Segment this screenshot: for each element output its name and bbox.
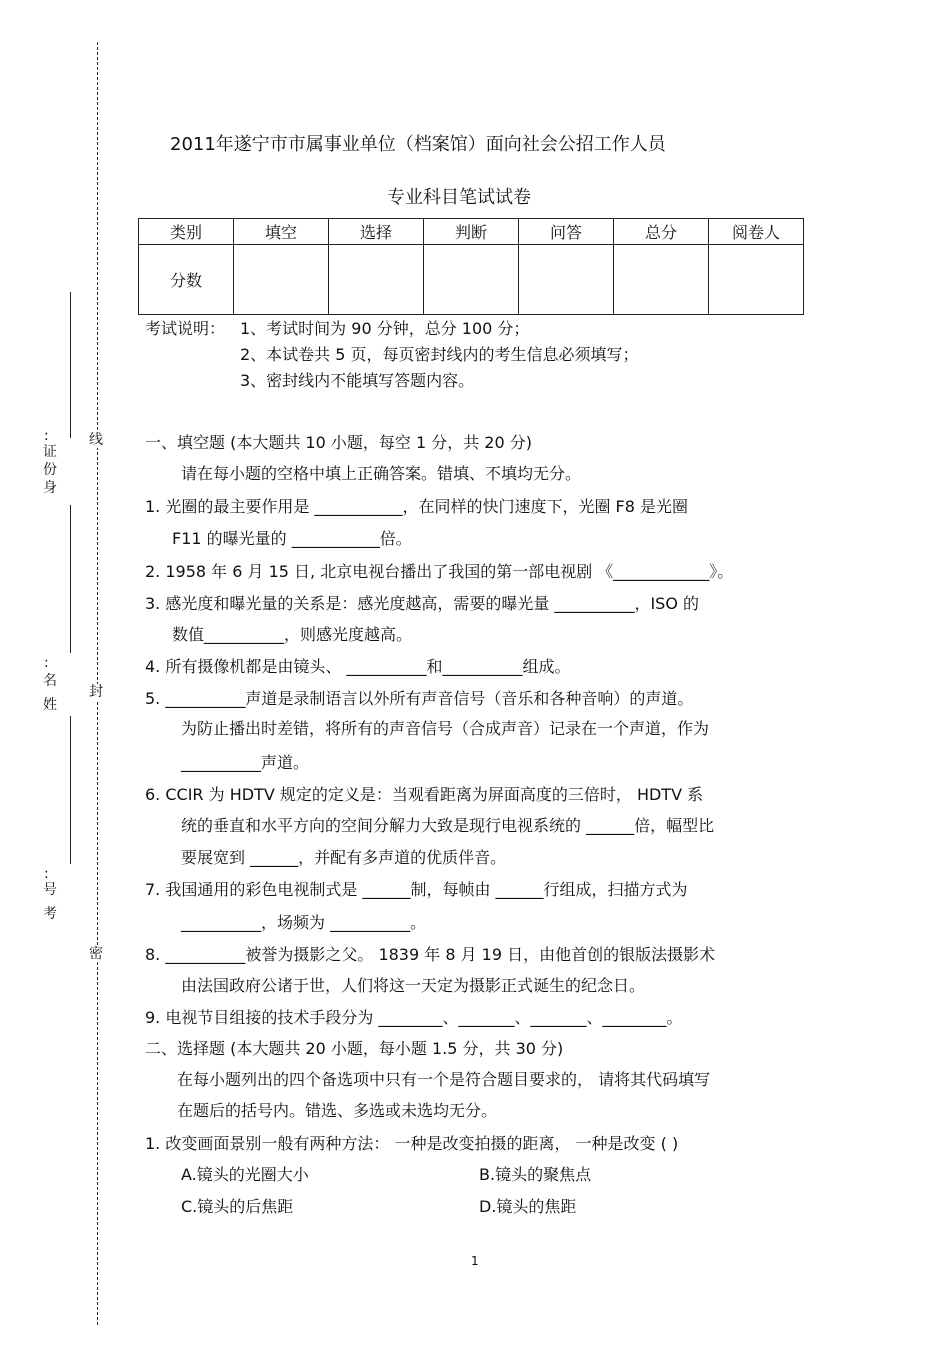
seal-char-line: 线 — [89, 432, 103, 448]
score-header-category: 类别 — [139, 219, 234, 245]
seal-char-seal: 封 — [89, 684, 103, 700]
score-header-qa: 问答 — [519, 219, 614, 245]
instruction-item-3: 3、密封线内不能填写答题内容。 — [240, 371, 475, 390]
name-colon: : — [44, 655, 49, 671]
score-header-judge: 判断 — [424, 219, 519, 245]
score-cell[interactable] — [519, 245, 614, 315]
question-6-line-3: 要展宽到 ______，并配有多声道的优质伴音。 — [181, 848, 507, 867]
question-4: 4. 所有摄像机都是由镜头、 __________和__________组成。 — [145, 657, 571, 676]
margin-line-2 — [70, 505, 71, 653]
section-note-choice-1: 在每小题列出的四个备选项中只有一个是符合题目要求的， 请将其代码填写 — [177, 1070, 711, 1089]
score-table-header-row — [139, 219, 804, 245]
score-cell[interactable] — [234, 245, 329, 315]
question-8-line-2: 由法国政府公诸于世，人们将这一天定为摄影正式诞生的纪念日。 — [181, 976, 646, 995]
score-header-grader: 阅卷人 — [709, 219, 804, 245]
score-cell[interactable] — [614, 245, 709, 315]
score-cell[interactable] — [424, 245, 519, 315]
question-5-line-3: __________声道。 — [181, 753, 310, 772]
question-9: 9. 电视节目组接的技术手段分为 ________、_______、_______、________。 — [145, 1008, 683, 1027]
id-label-char-1: 证 — [43, 444, 57, 460]
section-heading-fill: 一、填空题 (本大题共 10 小题，每空 1 分，共 20 分) — [145, 433, 532, 452]
seal-char-secret: 密 — [89, 946, 103, 962]
question-2: 2. 1958 年 6 月 15 日, 北京电视台播出了我国的第一部电视剧 《____________》。 — [145, 562, 734, 581]
question-1-line-2: F11 的曝光量的 ___________倍。 — [172, 529, 412, 548]
question-7-line-1: 7. 我国通用的彩色电视制式是 ______制，每帧由 ______行组成，扫描方式为 — [145, 880, 688, 899]
examno-colon: : — [44, 866, 49, 882]
section-note-choice-2: 在题后的括号内。错选、多选或未选均无分。 — [177, 1101, 498, 1120]
margin-line-1 — [70, 292, 71, 438]
choice-option-d: D.镜头的焦距 — [479, 1197, 577, 1216]
section-heading-choice: 二、选择题 (本大题共 20 小题，每小题 1.5 分，共 30 分) — [145, 1039, 564, 1058]
question-7-line-2: __________，场频为 __________。 — [181, 913, 427, 932]
choice-question-1: 1. 改变画面景别一般有两种方法： 一种是改变拍摄的距离， 一种是改变 ( ) — [145, 1134, 679, 1153]
score-table-score-row — [139, 245, 804, 315]
choice-option-c: C.镜头的后焦距 — [181, 1197, 294, 1216]
question-6-line-2: 统的垂直和水平方向的空间分解力大致是现行电视系统的 ______倍，幅型比 — [181, 816, 715, 835]
score-cell[interactable] — [709, 245, 804, 315]
question-6-line-1: 6. CCIR 为 HDTV 规定的定义是：当观看距离为屏面高度的三倍时， HDTV 系 — [145, 785, 704, 804]
page-number: 1 — [471, 1254, 479, 1268]
score-header-fill: 填空 — [234, 219, 329, 245]
page-title: 2011年遂宁市市属事业单位（档案馆）面向社会公招工作人员 — [170, 134, 666, 155]
instruction-item-2: 2、本试卷共 5 页，每页密封线内的考生信息必须填写； — [240, 345, 639, 364]
instructions-label: 考试说明： — [145, 319, 226, 338]
question-5-line-2: 为防止播出时差错，将所有的声音信号（合成声音）记录在一个声道，作为 — [181, 719, 710, 738]
id-label-char-2: 份 — [43, 462, 57, 478]
question-3-line-1: 3. 感光度和曝光量的关系是：感光度越高，需要的曝光量 __________，ISO 的 — [145, 594, 699, 613]
name-label-char-1: 名 — [43, 673, 57, 689]
question-5-line-1: 5. __________声道是录制语言以外所有声音信号（音乐和各种音响）的声道。 — [145, 689, 694, 708]
section-note-fill: 请在每小题的空格中填上正确答案。错填、不填均无分。 — [181, 464, 582, 483]
question-1-line-1: 1. 光圈的最主要作用是 ___________，在同样的快门速度下，光圈 F8 是光圈 — [145, 497, 688, 516]
score-row-label: 分数 — [139, 245, 234, 315]
score-header-choice: 选择 — [329, 219, 424, 245]
id-colon: : — [44, 428, 49, 444]
choice-option-a: A.镜头的光圈大小 — [181, 1165, 309, 1184]
choice-option-b: B.镜头的聚焦点 — [479, 1165, 592, 1184]
examno-label-char-2: 考 — [43, 906, 57, 922]
score-cell[interactable] — [329, 245, 424, 315]
margin-line-3 — [70, 716, 71, 864]
question-3-line-2: 数值__________，则感光度越高。 — [172, 625, 413, 644]
examno-label-char-1: 号 — [43, 882, 57, 898]
instruction-item-1: 1、考试时间为 90 分钟，总分 100 分； — [240, 319, 530, 338]
question-8-line-1: 8. __________被誉为摄影之父。 1839 年 8 月 19 日，由他首创的银版法摄影术 — [145, 945, 716, 964]
name-label-char-2: 姓 — [43, 697, 57, 713]
score-table — [138, 218, 804, 315]
page-subtitle: 专业科目笔试试卷 — [387, 187, 531, 208]
id-label-char-3: 身 — [43, 480, 57, 496]
score-header-total: 总分 — [614, 219, 709, 245]
